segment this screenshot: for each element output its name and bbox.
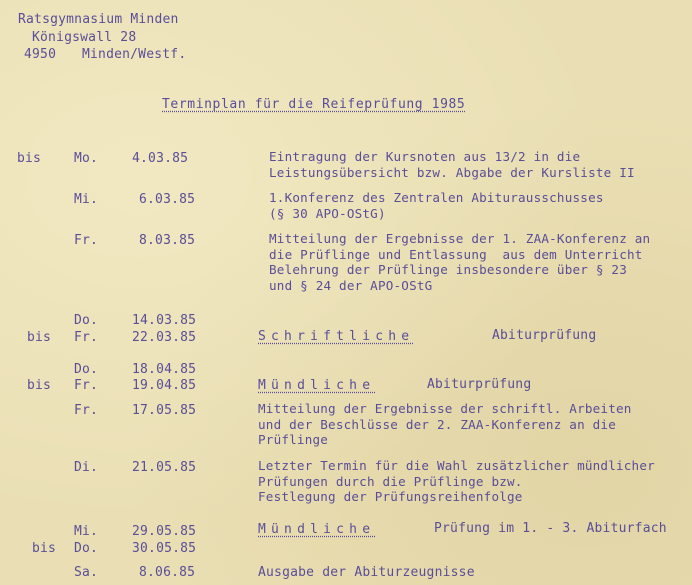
row-4-date: 14.03.85 [132,313,197,328]
row-5-exam-type: Schriftliche [258,329,415,344]
row-12-description: Ausgabe der Abiturzeugnisse [258,565,475,580]
row-5-day: Fr. [74,330,99,345]
row-8-day: Fr. [74,403,99,418]
row-7-prefix: bis [27,378,52,393]
row-12-day: Sa. [74,565,99,580]
row-3-day: Fr. [74,233,99,248]
school-street: Königswall 28 [32,30,137,45]
row-9-day: Di. [74,460,99,475]
row-9-description: Letzter Termin für die Wahl zusätzlicher mündlicher Prüfungen durch die Prüflinge bzw. Festlegung der Prüfungsreihenfolge [258,458,655,505]
school-zip: 4950 [24,47,57,62]
row-3-description: Mitteilung der Ergebnisse der 1. ZAA-Konferenz an die Prüflinge und Entlassung aus dem Unterricht Belehrung der Prüflinge insbesondere über § 23 und § 24 der APO-OStG [269,231,651,293]
row-6-day: Do. [74,362,99,377]
row-2-description: 1.Konferenz des Zentralen Abiturausschusses (§ 30 APO-OStG) [269,190,604,221]
row-4-day: Do. [74,313,99,328]
school-city: Minden/Westf. [82,47,187,62]
school-name: Ratsgymnasium Minden [18,12,179,27]
row-11-date: 30.05.85 [132,541,197,556]
row-3-date: 8.03.85 [139,233,196,248]
document-title: Terminplan für die Reifeprüfung 1985 [162,97,466,112]
row-7-exam-label: Abiturprüfung [427,377,532,392]
row-2-day: Mi. [74,192,99,207]
row-7-exam-type: Mündliche [258,378,376,393]
row-1-day: Mo. [74,151,99,166]
row-1-prefix: bis [17,151,42,166]
row-5-exam-label: Abiturprüfung [492,328,597,343]
row-9-date: 21.05.85 [132,460,197,475]
row-5-prefix: bis [27,330,52,345]
row-2-date: 6.03.85 [139,192,196,207]
row-5-date: 22.03.85 [132,330,197,345]
row-12-date: 8.06.85 [139,565,196,580]
row-11-day: Do. [74,541,99,556]
row-10-exam-label: Prüfung im 1. - 3. Abiturfach [434,521,667,536]
row-1-description: Eintragung der Kursnoten aus 13/2 in die Leistungsübersicht bzw. Abgabe der Kursliste II [269,149,635,180]
row-10-exam-type: Mündliche [258,522,376,537]
row-8-date: 17.05.85 [132,403,197,418]
row-8-description: Mitteilung der Ergebnisse der schriftl. Arbeiten und der Beschlüsse der 2. ZAA-Konferenz an die Prüflinge [258,401,632,448]
row-11-prefix: bis [32,541,57,556]
row-10-day: Mi. [74,524,99,539]
row-1-date: 4.03.85 [132,151,189,166]
row-10-date: 29.05.85 [132,524,197,539]
row-7-day: Fr. [74,378,99,393]
row-7-date: 19.04.85 [132,378,197,393]
row-6-date: 18.04.85 [132,362,197,377]
